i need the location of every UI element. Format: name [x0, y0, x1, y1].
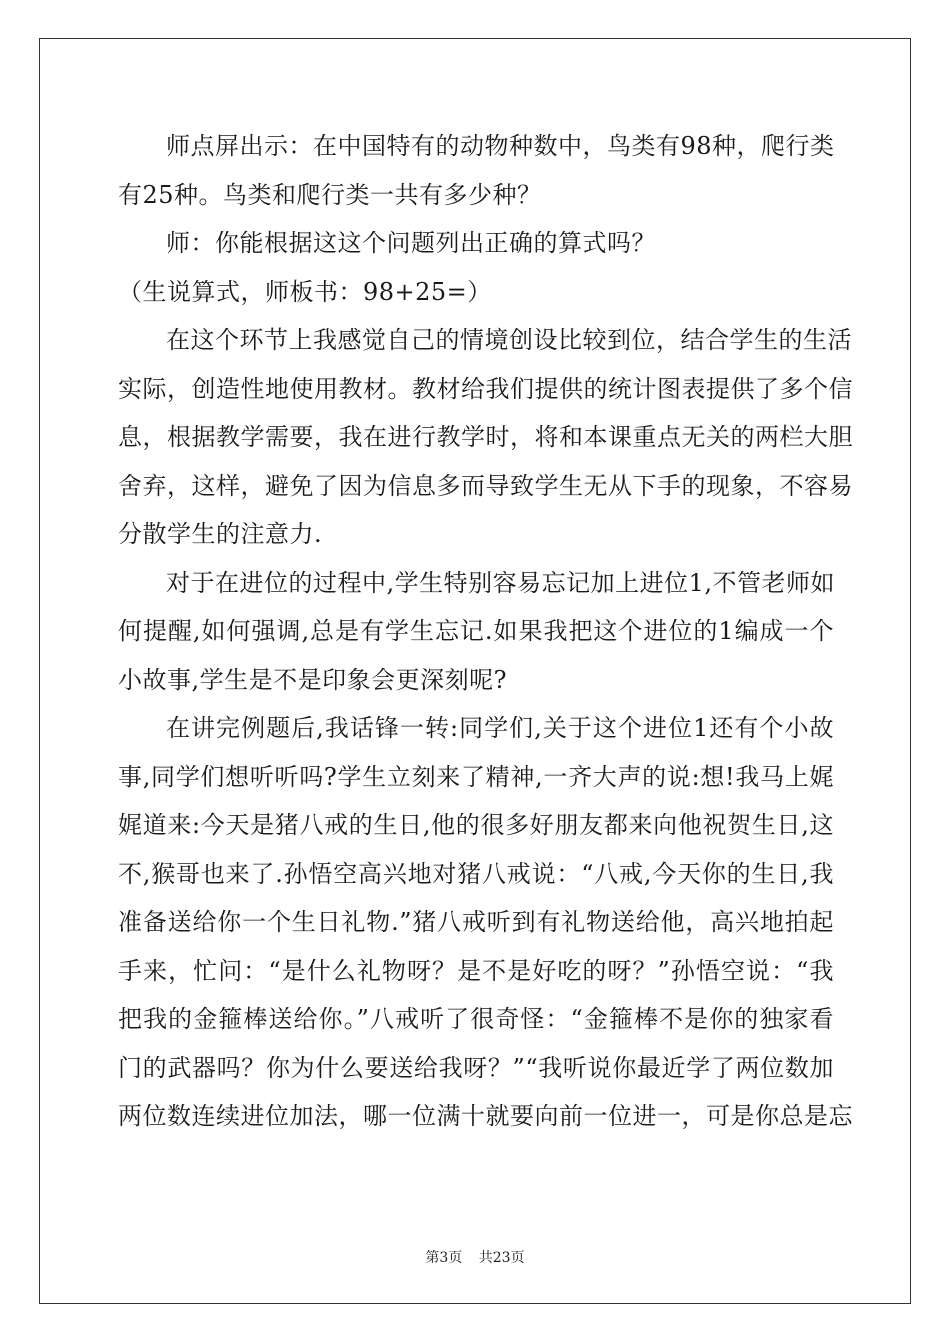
text-line: 事,同学们想听听吗?学生立刻来了精神,一齐大声的说:想!我马上娓 [118, 762, 834, 791]
text-line: 有25种。鸟类和爬行类一共有多少种？ [118, 180, 542, 209]
text-line: 在这个环节上我感觉自己的情境创设比较到位，结合学生的生活 [166, 326, 852, 354]
text-line: （生说算式，师板书：98+25=） [118, 277, 492, 306]
paragraph [118, 559, 834, 705]
paragraph [118, 268, 834, 317]
paragraph [118, 122, 834, 219]
paragraph [118, 219, 834, 268]
text-line: 手来，忙问：“是什么礼物呀？是不是好吃的呀？”孙悟空说：“我 [118, 956, 834, 985]
text-line: 把我的金箍棒送给你。”八戒听了很奇怪：“金箍棒不是你的独家看 [118, 1005, 834, 1033]
page-number: 第3页 [425, 1250, 463, 1266]
text-line: 分散学生的注意力. [118, 520, 323, 548]
text-line: 舍弃，这样，避免了因为信息多而导致学生无从下手的现象，不容易 [118, 471, 853, 500]
text-line: 门的武器吗？你为什么要送给我呀？”“我听说你最近学了两位数加 [118, 1053, 834, 1082]
paragraph [118, 704, 853, 1141]
text-line: 不,猴哥也来了.孙悟空高兴地对猪八戒说：“八戒,今天你的生日,我 [118, 859, 834, 888]
text-line: 两位数连续进位加法，哪一位满十就要向前一位进一，可是你总是忘 [118, 1102, 853, 1130]
text-line: 师：你能根据这这个问题列出正确的算式吗？ [166, 229, 656, 257]
page-footer [0, 1247, 950, 1267]
paragraph [118, 316, 853, 559]
text-line: 何提醒,如何强调,总是有学生忘记.如果我把这个进位的1编成一个 [118, 617, 834, 645]
text-line: 对于在进位的过程中,学生特别容易忘记加上进位1,不管老师如 [166, 568, 836, 597]
text-line: 小故事,学生是不是印象会更深刻呢? [118, 665, 507, 694]
text-line: 娓道来:今天是猪八戒的生日,他的很多好朋友都来向他祝贺生日,这 [118, 811, 834, 839]
text-line: 准备送给你一个生日礼物.”猪八戒听到有礼物送给他，高兴地拍起 [118, 908, 834, 936]
text-line: 息，根据教学需要，我在进行教学时，将和本课重点无关的两栏大胆 [118, 423, 853, 451]
text-line: 实际，创造性地使用教材。教材给我们提供的统计图表提供了多个信 [118, 374, 853, 403]
text-line: 在讲完例题后,我话锋一转:同学们,关于这个进位1还有个小故 [166, 714, 834, 742]
document-body [118, 122, 853, 1141]
page-total: 共23页 [478, 1250, 525, 1266]
text-line: 师点屏出示：在中国特有的动物种数中，鸟类有98种，爬行类 [166, 132, 835, 160]
